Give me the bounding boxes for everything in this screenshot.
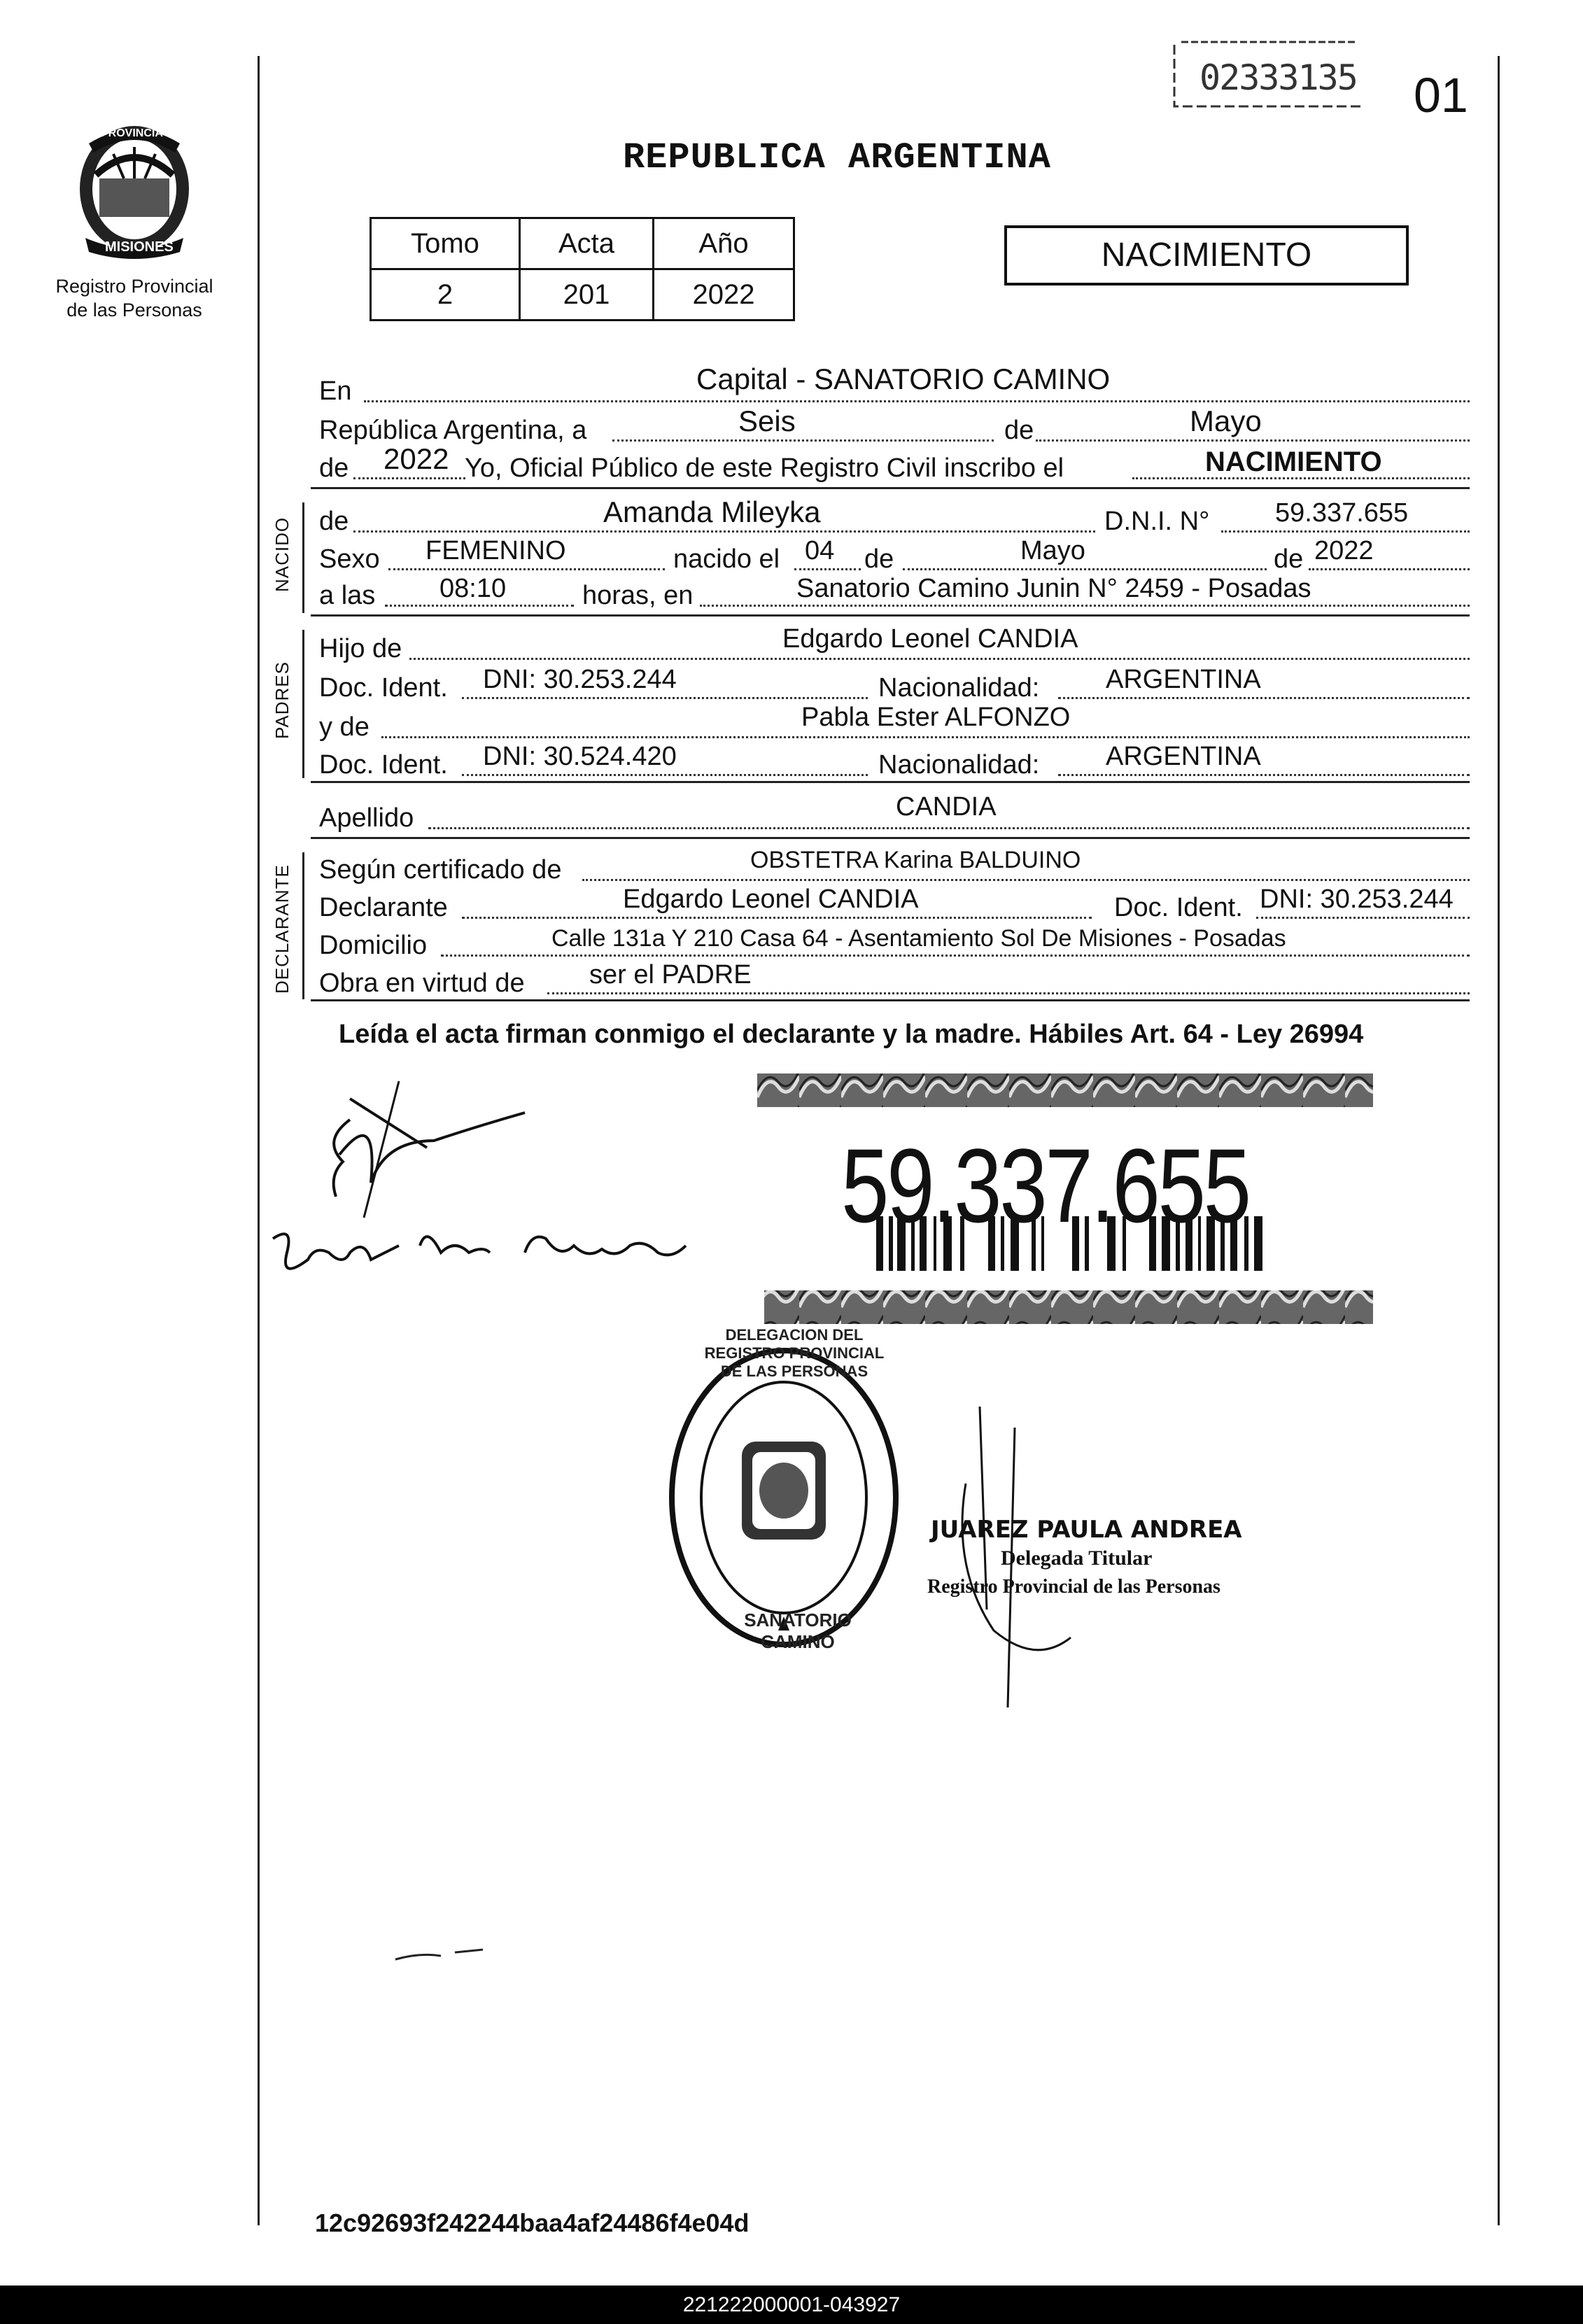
bracket-padres	[302, 630, 304, 778]
field-nombre: Amanda Mileyka	[603, 495, 821, 528]
field-mes-texto: Mayo	[1190, 404, 1262, 437]
barcode-dni-number: 59.337.655	[841, 1127, 1249, 1244]
field-madre-nombre: Pabla Ester ALFONZO	[801, 703, 1071, 732]
dots-declarante	[462, 917, 1092, 919]
field-nac-dia: 04	[805, 536, 835, 565]
stray-mark	[392, 1945, 490, 1966]
bracket-declarante	[302, 852, 304, 999]
field-declarante: Edgardo Leonel CANDIA	[623, 885, 919, 914]
label-padre-nac: Nacionalidad:	[878, 673, 1040, 703]
label-de-1: de	[1004, 416, 1034, 445]
divider-4	[311, 837, 1470, 839]
field-padre-doc: DNI: 30.253.244	[483, 665, 677, 694]
field-certificado: OBSTETRA Karina BALDUINO	[750, 847, 1081, 873]
label-a-las: a las	[319, 581, 376, 610]
footer-code: 221222000001-043927	[0, 2286, 1583, 2324]
label-hijo-de: Hijo de	[319, 634, 402, 663]
dots-virtud	[547, 992, 1470, 994]
bracket-nacido	[302, 502, 304, 613]
logo-caption-line-1: Registro Provincial	[55, 276, 213, 297]
logo-top-text: PROVINCIA DE	[101, 127, 181, 139]
label-y-de: y de	[319, 712, 370, 742]
dots-madre-nac	[1058, 774, 1470, 776]
dots-en	[364, 400, 1470, 402]
record-table	[370, 217, 795, 321]
divider-2	[311, 614, 1470, 617]
side-label-declarante: DECLARANTE	[272, 864, 293, 994]
record-table-header-row	[371, 218, 794, 269]
dots-hora	[385, 605, 574, 607]
label-segun-cert: Según certificado de	[319, 855, 562, 885]
officer-office: Registro Provincial de las Personas	[927, 1576, 1220, 1598]
field-lugar: Capital - SANATORIO CAMINO	[696, 362, 1111, 395]
logo-caption	[0, 274, 269, 322]
logo-caption-line-2: de las Personas	[66, 300, 202, 321]
label-declarante-doc: Doc. Ident.	[1114, 893, 1243, 922]
dots-padre-doc	[462, 697, 868, 699]
dots-nac-mes	[903, 568, 1267, 570]
dots-declarante-doc	[1256, 917, 1470, 919]
serial-number-box	[1167, 36, 1370, 112]
field-dni: 59.337.655	[1275, 498, 1409, 528]
label-padre-doc: Doc. Ident.	[319, 673, 448, 703]
dots-padre-nac	[1058, 697, 1470, 699]
closing-text: Leída el acta firman conmigo el declarante y la madre. Hábiles Art. 64 - Ley 26994	[339, 1020, 1364, 1049]
label-dni: D.N.I. N°	[1104, 507, 1210, 536]
field-madre-doc: DNI: 30.524.420	[483, 742, 677, 771]
field-nac-mes: Mayo	[1020, 536, 1085, 565]
label-domicilio: Domicilio	[319, 931, 428, 960]
value-acta: 201	[520, 269, 654, 321]
field-lugar-nacimiento: Sanatorio Camino Junin N° 2459 - Posadas	[796, 574, 1311, 603]
serial-number: 02333135	[1199, 57, 1357, 98]
dots-madre	[381, 736, 1470, 738]
dots-padre	[409, 658, 1470, 660]
label-madre-nac: Nacionalidad:	[878, 750, 1040, 780]
stamp-outer-text: DELEGACION DEL REGISTRO PROVINCIAL DE LAS PERSONAS	[704, 1326, 885, 1380]
field-padre-nombre: Edgardo Leonel CANDIA	[782, 624, 1078, 654]
label-republica: República Argentina, a	[319, 416, 587, 445]
dots-republica-1	[612, 439, 994, 442]
dots-domicilio	[441, 955, 1470, 957]
field-sexo: FEMENINO	[425, 536, 566, 565]
header-acta: Acta	[520, 218, 654, 269]
coat-of-arms-icon	[57, 119, 211, 259]
label-en: En	[319, 376, 352, 406]
dots-nac-dia	[794, 568, 861, 570]
field-domicilio: Calle 131a Y 210 Casa 64 - Asentamiento Sol De Misiones - Posadas	[551, 925, 1286, 952]
label-de-nombre: de	[319, 507, 349, 536]
field-virtud: ser el PADRE	[589, 960, 752, 990]
dots-republica-2	[1036, 439, 1470, 442]
label-de-2: de	[319, 453, 349, 483]
divider-5	[311, 999, 1470, 1001]
field-tipo-inscripcion: NACIMIENTO	[1205, 446, 1382, 477]
record-table-value-row	[371, 269, 794, 321]
dots-cert	[582, 879, 1470, 881]
label-obra-virtud: Obra en virtud de	[319, 969, 525, 998]
value-anio: 2022	[654, 269, 794, 321]
divider-1	[311, 487, 1470, 489]
dots-madre-doc	[462, 774, 868, 776]
dots-sexo	[388, 568, 665, 570]
field-hora: 08:10	[439, 574, 507, 603]
dots-anio	[353, 477, 465, 479]
field-declarante-doc: DNI: 30.253.244	[1260, 885, 1454, 914]
label-declarante: Declarante	[319, 893, 448, 922]
side-label-padres: PADRES	[272, 661, 293, 739]
dots-nombre	[353, 530, 1095, 533]
field-nac-anio: 2022	[1314, 536, 1374, 565]
stamp-inner-text: SANATORIO CAMINO	[744, 1610, 852, 1652]
dots-dni	[1221, 530, 1470, 533]
label-yo-oficial: Yo, Oficial Público de este Registro Civil inscribo el	[465, 453, 1064, 483]
dots-nac-anio	[1309, 568, 1470, 570]
page-number: 01	[1414, 68, 1468, 122]
dots-lugar-nac	[700, 605, 1470, 607]
document-hash: 12c92693f242244baa4af24486f4e04d	[315, 2209, 750, 2237]
dots-apellido	[428, 827, 1470, 829]
right-margin-line	[1498, 56, 1500, 2225]
field-anio: 2022	[384, 442, 449, 475]
divider-3	[311, 781, 1470, 783]
field-padre-nac: ARGENTINA	[1106, 665, 1261, 694]
label-madre-doc: Doc. Ident.	[319, 750, 448, 780]
barcode-area	[757, 1069, 1373, 1328]
officer-role: Delegada Titular	[1001, 1547, 1153, 1570]
label-de-anio: de	[1274, 544, 1304, 574]
record-type-box: NACIMIENTO	[1004, 225, 1409, 286]
field-madre-nac: ARGENTINA	[1106, 742, 1261, 771]
header-tomo: Tomo	[371, 218, 520, 269]
field-apellido: CANDIA	[896, 792, 997, 822]
label-sexo: Sexo	[319, 544, 380, 574]
logo-bottom-text: MISIONES	[105, 239, 174, 255]
page-title: REPUBLICA ARGENTINA	[623, 137, 1051, 178]
handwritten-signatures	[266, 1078, 714, 1316]
label-de-mes: de	[864, 544, 894, 574]
field-dia-texto: Seis	[738, 404, 796, 437]
label-horas-en: horas, en	[582, 581, 694, 610]
left-margin-line	[258, 56, 260, 2225]
value-tomo: 2	[371, 269, 520, 321]
header-anio: Año	[654, 218, 794, 269]
label-nacido-el: nacido el	[673, 544, 780, 574]
label-apellido: Apellido	[319, 803, 414, 833]
officer-name: JUAREZ PAULA ANDREA	[931, 1516, 1242, 1544]
side-label-nacido: NACIDO	[272, 516, 293, 592]
